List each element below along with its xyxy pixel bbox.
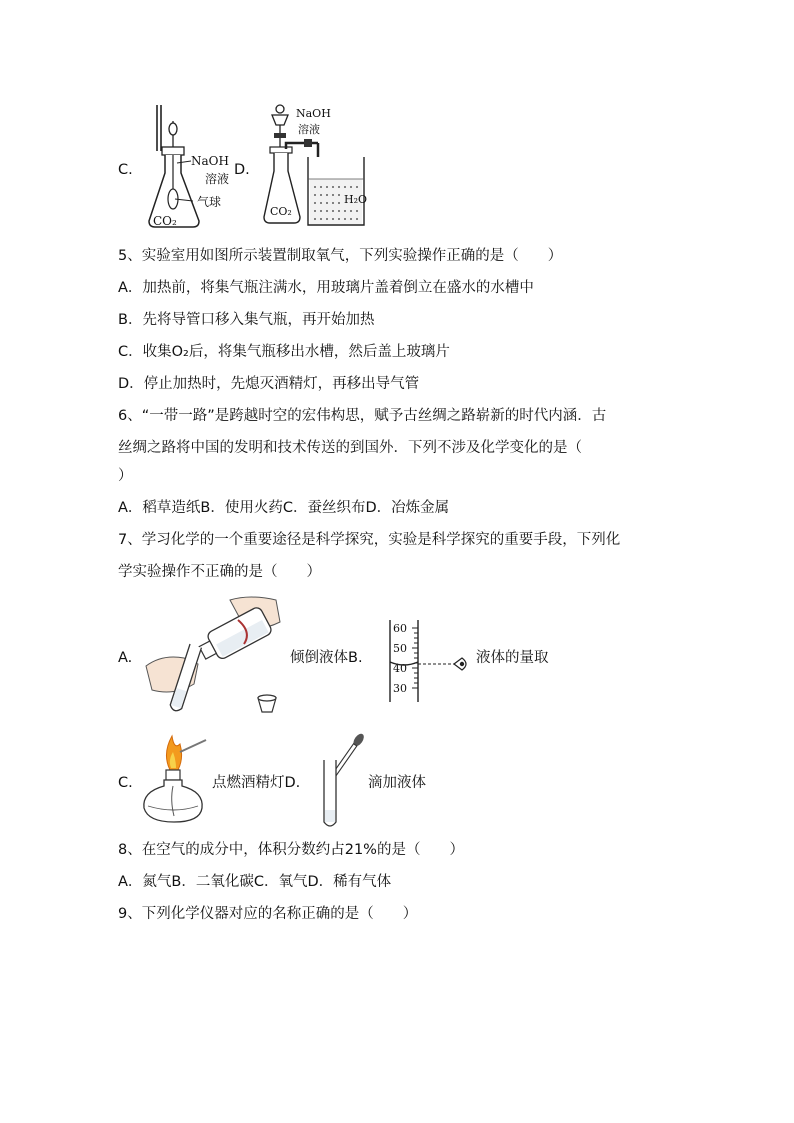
- scale-tick-60: 60: [393, 622, 407, 635]
- q4-option-c-label: C.: [118, 162, 133, 178]
- q4-option-d-figure: [260, 103, 370, 233]
- q5-option-a: A．加热前，将集气瓶注满水，用玻璃片盖着倒立在盛水的水槽中: [118, 280, 534, 296]
- q8-stem: 8、在空气的成分中，体积分数约占21%的是（ ）: [118, 842, 464, 858]
- c-solution-label: 溶液: [205, 172, 230, 186]
- scale-tick-50: 50: [393, 642, 407, 655]
- q5-option-c: C．收集O₂后，将集气瓶移出水槽，然后盖上玻璃片: [118, 344, 450, 360]
- q7-option-d-figure: [316, 730, 368, 832]
- d-h2o-label: H₂O: [344, 193, 368, 206]
- q9-stem: 9、下列化学仪器对应的名称正确的是（ ）: [118, 906, 418, 922]
- q5-option-d: D．停止加热时，先熄灭酒精灯，再移出导气管: [118, 376, 420, 392]
- c-naoh-label: NaOH: [191, 154, 229, 168]
- q7-option-b-figure: [384, 618, 472, 704]
- scale-tick-40: 40: [393, 662, 407, 675]
- d-naoh-label: NaOH: [296, 107, 331, 120]
- q5-stem: 5、实验室用如图所示装置制取氧气，下列实验操作正确的是（ ）: [118, 248, 563, 264]
- q7-option-c-label: C.: [118, 775, 133, 791]
- q4-option-c-figure: [135, 103, 245, 233]
- q6-stem-line1: 6、“一带一路”是跨越时空的宏伟构思，赋予古丝绸之路崭新的时代内涵．古: [118, 408, 607, 424]
- q7-option-a-figure: [140, 592, 285, 720]
- q6-stem-line3: ）: [118, 468, 133, 484]
- q7-option-a-label: A.: [118, 650, 133, 666]
- q7-stem-line2: 学实验操作不正确的是（ ）: [118, 564, 321, 580]
- d-solution-label: 溶液: [298, 123, 320, 136]
- q5-option-b: B．先将导管口移入集气瓶，再开始加热: [118, 312, 375, 328]
- q4-option-d-label: D.: [234, 162, 250, 178]
- q8-options: A．氮气B．二氧化碳C．氧气D．稀有气体: [118, 874, 392, 890]
- q7-option-a-caption: 倾倒液体B.: [290, 650, 363, 666]
- c-co2-label: CO₂: [153, 214, 177, 228]
- q7-option-c-figure: [140, 730, 212, 828]
- c-balloon-label: 气球: [197, 195, 222, 209]
- q7-option-b-caption: 液体的量取: [476, 650, 549, 666]
- q6-stem-line2: 丝绸之路将中国的发明和技术传送的到国外．下列不涉及化学变化的是（: [118, 440, 582, 456]
- q7-option-c-caption: 点燃酒精灯D.: [212, 775, 301, 791]
- q7-option-d-caption: 滴加液体: [368, 775, 426, 791]
- d-co2-label: CO₂: [270, 205, 292, 218]
- q6-options: A．稻草造纸B．使用火药C．蚕丝织布D．冶炼金属: [118, 500, 450, 516]
- q7-stem-line1: 7、学习化学的一个重要途径是科学探究，实验是科学探究的重要手段，下列化: [118, 532, 621, 548]
- scale-tick-30: 30: [393, 682, 407, 695]
